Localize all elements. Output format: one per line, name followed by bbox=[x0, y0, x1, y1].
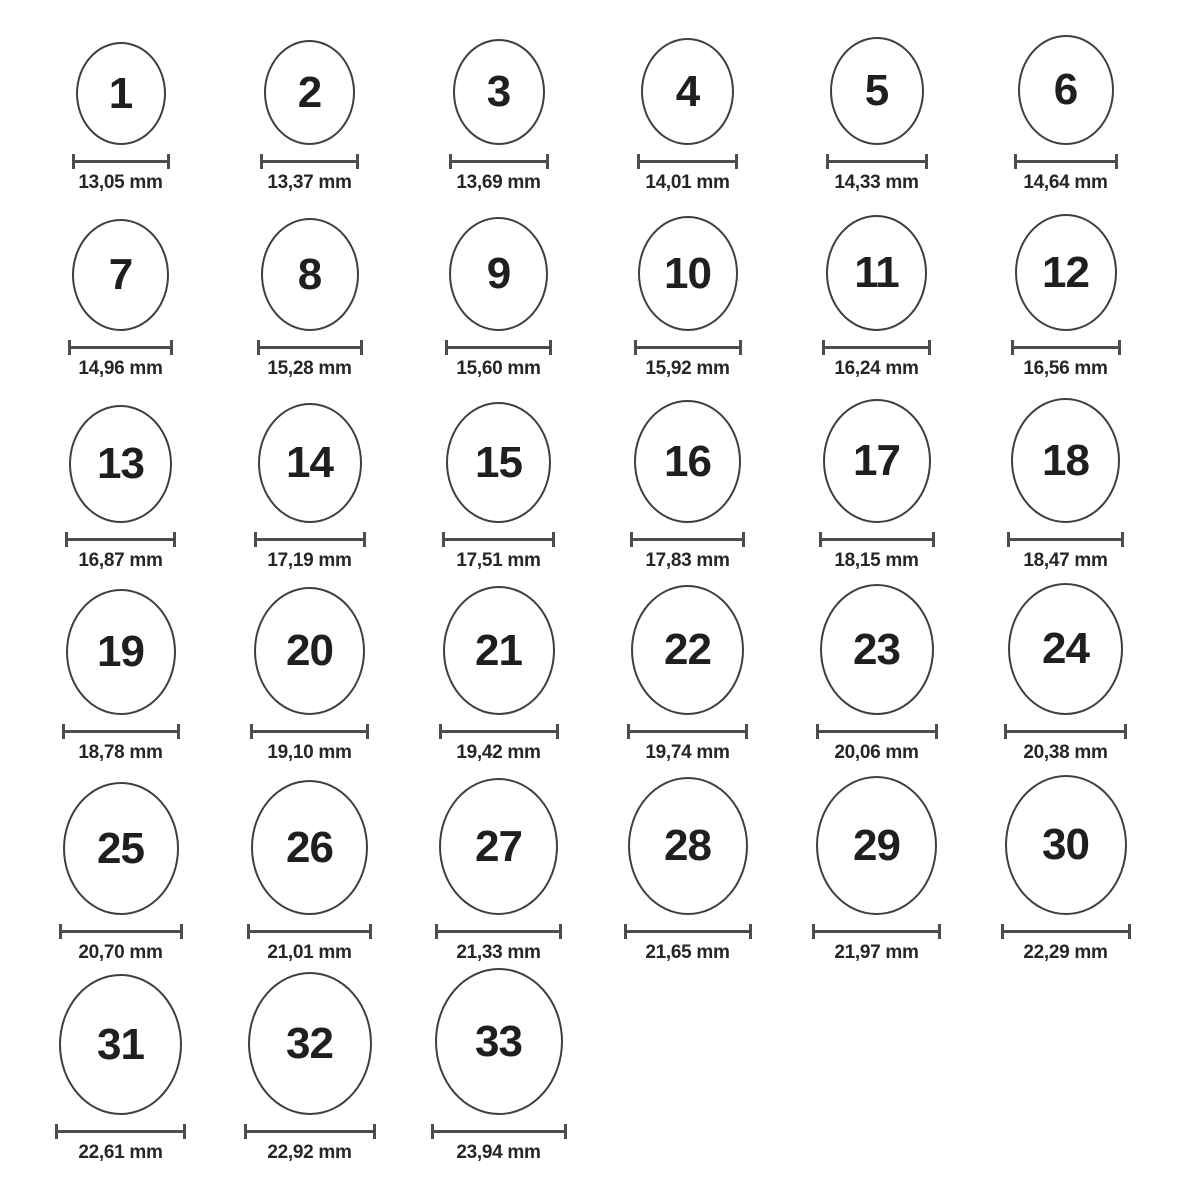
diameter-measure-line bbox=[435, 924, 562, 939]
ring-size-circle bbox=[264, 40, 355, 145]
diameter-label: 20,38 mm bbox=[1023, 742, 1108, 763]
ring-size-number: 7 bbox=[108, 250, 133, 299]
measure-tick-right bbox=[745, 724, 748, 739]
measure-bar bbox=[1004, 730, 1127, 733]
measure-tick-right bbox=[363, 532, 366, 547]
diameter-label: 19,42 mm bbox=[456, 742, 541, 763]
measure-tick-right bbox=[556, 724, 559, 739]
ring-size-item bbox=[215, 587, 404, 764]
diameter-label: 21,33 mm bbox=[456, 942, 541, 963]
ring-size-circle bbox=[1018, 35, 1114, 145]
ring-size-item bbox=[215, 40, 404, 194]
measure-bar bbox=[1001, 930, 1131, 933]
measure-bar bbox=[637, 160, 738, 163]
ring-size-number: 18 bbox=[1042, 435, 1089, 485]
ring-size-circle bbox=[443, 586, 555, 715]
diameter-measure-line bbox=[449, 154, 549, 169]
ring-size-number: 33 bbox=[475, 1016, 522, 1066]
measure-tick-right bbox=[938, 924, 941, 939]
ring-size-number: 15 bbox=[475, 437, 522, 487]
measure-bar bbox=[59, 930, 183, 933]
diameter-measure-line bbox=[812, 924, 941, 939]
diameter-label: 16,24 mm bbox=[834, 358, 919, 379]
measure-tick-right bbox=[1128, 924, 1131, 939]
diameter-label: 17,19 mm bbox=[267, 550, 352, 571]
measure-tick-right bbox=[177, 724, 180, 739]
measure-tick-right bbox=[366, 724, 369, 739]
diameter-measure-line bbox=[1014, 154, 1118, 169]
measure-tick-right bbox=[373, 1124, 376, 1139]
diameter-label: 17,83 mm bbox=[645, 550, 730, 571]
ring-size-item bbox=[26, 42, 215, 194]
measure-bar bbox=[62, 730, 180, 733]
diameter-label: 13,37 mm bbox=[267, 172, 352, 193]
ring-size-row bbox=[26, 2, 1200, 194]
ring-size-item bbox=[782, 776, 971, 964]
ring-size-number: 5 bbox=[864, 66, 889, 115]
diameter-measure-line bbox=[630, 532, 745, 547]
ring-size-circle bbox=[261, 218, 359, 331]
diameter-measure-line bbox=[439, 724, 559, 739]
measure-tick-right bbox=[1115, 154, 1118, 169]
ring-size-item bbox=[215, 218, 404, 380]
measure-bar bbox=[250, 730, 369, 733]
diameter-label: 23,94 mm bbox=[456, 1142, 541, 1163]
ring-size-circle bbox=[826, 215, 927, 331]
ring-size-row bbox=[26, 964, 1200, 1164]
diameter-label: 18,47 mm bbox=[1023, 550, 1108, 571]
diameter-label: 17,51 mm bbox=[456, 550, 541, 571]
ring-size-item bbox=[404, 217, 593, 380]
measure-bar bbox=[822, 346, 931, 349]
ring-size-row bbox=[26, 194, 1200, 380]
ring-size-number: 14 bbox=[286, 438, 333, 487]
diameter-label: 18,15 mm bbox=[834, 550, 919, 571]
ring-size-number: 13 bbox=[97, 439, 144, 488]
measure-bar bbox=[254, 538, 366, 541]
diameter-label: 22,92 mm bbox=[267, 1142, 352, 1163]
ring-size-number: 16 bbox=[664, 436, 711, 486]
ring-size-number: 1 bbox=[108, 68, 133, 118]
measure-tick-right bbox=[735, 154, 738, 169]
diameter-measure-line bbox=[445, 340, 552, 355]
ring-size-item bbox=[782, 37, 971, 194]
measure-bar bbox=[816, 730, 938, 733]
measure-bar bbox=[247, 930, 372, 933]
diameter-label: 14,33 mm bbox=[834, 172, 919, 193]
diameter-measure-line bbox=[627, 724, 748, 739]
diameter-measure-line bbox=[1004, 724, 1127, 739]
ring-size-circle bbox=[638, 216, 738, 331]
measure-bar bbox=[445, 346, 552, 349]
measure-bar bbox=[442, 538, 555, 541]
ring-size-circle bbox=[628, 777, 748, 915]
ring-size-number: 22 bbox=[664, 625, 711, 674]
ring-size-number: 2 bbox=[297, 67, 322, 117]
ring-size-circle bbox=[634, 400, 741, 523]
ring-size-circle bbox=[1015, 214, 1117, 331]
ring-size-number: 4 bbox=[675, 66, 700, 116]
measure-tick-right bbox=[739, 340, 742, 355]
ring-size-circle bbox=[449, 217, 548, 331]
ring-size-circle bbox=[251, 780, 368, 915]
diameter-measure-line bbox=[826, 154, 928, 169]
ring-size-number: 30 bbox=[1042, 820, 1089, 869]
measure-tick-right bbox=[1124, 724, 1127, 739]
ring-size-number: 17 bbox=[853, 436, 900, 485]
ring-size-circle bbox=[823, 399, 931, 523]
ring-size-circle bbox=[641, 38, 734, 145]
measure-tick-right bbox=[369, 924, 372, 939]
ring-size-circle bbox=[248, 972, 372, 1115]
measure-bar bbox=[439, 730, 559, 733]
diameter-measure-line bbox=[254, 532, 366, 547]
ring-size-item bbox=[404, 778, 593, 964]
ring-size-circle bbox=[258, 403, 362, 523]
measure-tick-right bbox=[170, 340, 173, 355]
ring-size-item bbox=[26, 219, 215, 380]
ring-size-item bbox=[593, 400, 782, 572]
ring-size-row bbox=[26, 380, 1200, 572]
measure-bar bbox=[1014, 160, 1118, 163]
diameter-label: 15,60 mm bbox=[456, 358, 541, 379]
ring-size-item bbox=[782, 215, 971, 380]
ring-size-item bbox=[215, 403, 404, 572]
diameter-measure-line bbox=[68, 340, 173, 355]
ring-size-row bbox=[26, 764, 1200, 964]
ring-size-item bbox=[782, 584, 971, 764]
diameter-label: 16,56 mm bbox=[1023, 358, 1108, 379]
measure-bar bbox=[634, 346, 742, 349]
ring-size-number: 29 bbox=[853, 820, 900, 870]
ring-size-item bbox=[404, 968, 593, 1164]
measure-tick-right bbox=[1121, 532, 1124, 547]
measure-bar bbox=[435, 930, 562, 933]
measure-bar bbox=[630, 538, 745, 541]
ring-size-circle bbox=[1011, 398, 1120, 523]
diameter-measure-line bbox=[72, 154, 170, 169]
ring-size-circle bbox=[439, 778, 558, 915]
measure-tick-right bbox=[546, 154, 549, 169]
ring-size-number: 31 bbox=[97, 1019, 144, 1069]
ring-size-number: 32 bbox=[286, 1018, 333, 1068]
ring-size-item bbox=[404, 39, 593, 194]
diameter-label: 13,69 mm bbox=[456, 172, 541, 193]
measure-tick-right bbox=[360, 340, 363, 355]
measure-bar bbox=[257, 346, 363, 349]
diameter-measure-line bbox=[1011, 340, 1121, 355]
measure-tick-right bbox=[552, 532, 555, 547]
ring-size-item bbox=[26, 974, 215, 1164]
diameter-measure-line bbox=[431, 1124, 567, 1139]
diameter-measure-line bbox=[1001, 924, 1131, 939]
diameter-measure-line bbox=[634, 340, 742, 355]
ring-size-item bbox=[782, 399, 971, 572]
measure-bar bbox=[244, 1130, 376, 1133]
measure-tick-right bbox=[925, 154, 928, 169]
diameter-label: 21,01 mm bbox=[267, 942, 352, 963]
diameter-label: 22,29 mm bbox=[1023, 942, 1108, 963]
ring-size-number: 8 bbox=[297, 249, 322, 299]
diameter-measure-line bbox=[819, 532, 935, 547]
ring-size-item bbox=[215, 972, 404, 1164]
ring-size-item bbox=[593, 777, 782, 964]
ring-size-circle bbox=[830, 37, 924, 145]
measure-bar bbox=[826, 160, 928, 163]
ring-size-item bbox=[26, 782, 215, 964]
ring-size-circle bbox=[66, 589, 176, 715]
ring-size-item bbox=[404, 586, 593, 764]
ring-size-number: 11 bbox=[854, 248, 899, 297]
diameter-label: 15,28 mm bbox=[267, 358, 352, 379]
measure-bar bbox=[449, 160, 549, 163]
measure-tick-right bbox=[167, 154, 170, 169]
measure-bar bbox=[72, 160, 170, 163]
ring-size-circle bbox=[820, 584, 934, 715]
ring-size-circle bbox=[435, 968, 563, 1115]
ring-size-circle bbox=[69, 405, 172, 523]
diameter-label: 22,61 mm bbox=[78, 1142, 163, 1163]
measure-tick-right bbox=[749, 924, 752, 939]
diameter-label: 21,65 mm bbox=[645, 942, 730, 963]
measure-tick-right bbox=[549, 340, 552, 355]
ring-size-item bbox=[593, 585, 782, 764]
measure-bar bbox=[65, 538, 176, 541]
ring-size-item bbox=[971, 214, 1160, 380]
diameter-measure-line bbox=[260, 154, 359, 169]
ring-size-item bbox=[971, 775, 1160, 964]
measure-tick-right bbox=[935, 724, 938, 739]
ring-size-item bbox=[593, 38, 782, 194]
ring-size-number: 26 bbox=[286, 822, 333, 872]
ring-size-item bbox=[404, 402, 593, 572]
ring-size-circle bbox=[446, 402, 551, 523]
diameter-label: 15,92 mm bbox=[645, 358, 730, 379]
ring-size-number: 12 bbox=[1042, 247, 1089, 297]
ring-size-circle bbox=[63, 782, 179, 915]
measure-tick-right bbox=[928, 340, 931, 355]
measure-tick-right bbox=[173, 532, 176, 547]
ring-size-item bbox=[971, 398, 1160, 572]
diameter-measure-line bbox=[624, 924, 752, 939]
diameter-measure-line bbox=[247, 924, 372, 939]
ring-size-item bbox=[971, 35, 1160, 194]
ring-size-item bbox=[26, 405, 215, 572]
ring-size-item bbox=[215, 780, 404, 964]
diameter-label: 21,97 mm bbox=[834, 942, 919, 963]
ring-size-number: 25 bbox=[97, 823, 144, 873]
measure-bar bbox=[1011, 346, 1121, 349]
measure-tick-right bbox=[1118, 340, 1121, 355]
ring-size-number: 21 bbox=[475, 625, 522, 675]
diameter-measure-line bbox=[59, 924, 183, 939]
ring-size-circle bbox=[816, 776, 937, 915]
diameter-label: 20,06 mm bbox=[834, 742, 919, 763]
measure-bar bbox=[812, 930, 941, 933]
ring-size-circle bbox=[453, 39, 545, 145]
ring-size-row bbox=[26, 572, 1200, 764]
measure-bar bbox=[55, 1130, 186, 1133]
measure-bar bbox=[431, 1130, 567, 1133]
diameter-measure-line bbox=[637, 154, 738, 169]
ring-size-number: 10 bbox=[664, 248, 711, 298]
diameter-label: 19,74 mm bbox=[645, 742, 730, 763]
measure-tick-right bbox=[742, 532, 745, 547]
diameter-measure-line bbox=[250, 724, 369, 739]
measure-tick-right bbox=[183, 1124, 186, 1139]
measure-tick-right bbox=[559, 924, 562, 939]
ring-size-item bbox=[26, 589, 215, 764]
measure-tick-right bbox=[564, 1124, 567, 1139]
diameter-measure-line bbox=[244, 1124, 376, 1139]
diameter-measure-line bbox=[55, 1124, 186, 1139]
diameter-label: 14,64 mm bbox=[1023, 172, 1108, 193]
diameter-label: 14,01 mm bbox=[645, 172, 730, 193]
diameter-measure-line bbox=[1007, 532, 1124, 547]
ring-size-number: 23 bbox=[853, 624, 900, 674]
ring-size-circle bbox=[59, 974, 182, 1115]
diameter-measure-line bbox=[62, 724, 180, 739]
ring-size-item bbox=[593, 216, 782, 380]
ring-size-circle bbox=[1005, 775, 1127, 915]
ring-size-item bbox=[971, 583, 1160, 764]
diameter-label: 20,70 mm bbox=[78, 942, 163, 963]
diameter-measure-line bbox=[442, 532, 555, 547]
measure-bar bbox=[68, 346, 173, 349]
ring-size-circle bbox=[631, 585, 744, 715]
ring-size-circle bbox=[72, 219, 169, 331]
ring-size-number: 28 bbox=[664, 821, 711, 870]
ring-size-number: 19 bbox=[97, 627, 144, 676]
ring-size-number: 9 bbox=[486, 249, 511, 298]
diameter-label: 14,96 mm bbox=[78, 358, 163, 379]
measure-tick-right bbox=[932, 532, 935, 547]
measure-bar bbox=[1007, 538, 1124, 541]
ring-size-number: 20 bbox=[286, 626, 333, 675]
diameter-label: 13,05 mm bbox=[78, 172, 163, 193]
ring-size-circle bbox=[1008, 583, 1123, 715]
diameter-label: 18,78 mm bbox=[78, 742, 163, 763]
measure-tick-right bbox=[180, 924, 183, 939]
diameter-measure-line bbox=[816, 724, 938, 739]
diameter-measure-line bbox=[257, 340, 363, 355]
measure-bar bbox=[627, 730, 748, 733]
measure-tick-right bbox=[356, 154, 359, 169]
ring-size-circle bbox=[76, 42, 166, 145]
ring-size-number: 6 bbox=[1053, 65, 1078, 114]
diameter-measure-line bbox=[822, 340, 931, 355]
ring-size-number: 3 bbox=[486, 67, 511, 116]
ring-size-circle bbox=[254, 587, 365, 715]
diameter-label: 19,10 mm bbox=[267, 742, 352, 763]
ring-size-number: 24 bbox=[1042, 624, 1089, 673]
ring-size-number: 27 bbox=[475, 821, 522, 871]
measure-bar bbox=[624, 930, 752, 933]
diameter-measure-line bbox=[65, 532, 176, 547]
diameter-label: 16,87 mm bbox=[78, 550, 163, 571]
measure-bar bbox=[819, 538, 935, 541]
measure-bar bbox=[260, 160, 359, 163]
